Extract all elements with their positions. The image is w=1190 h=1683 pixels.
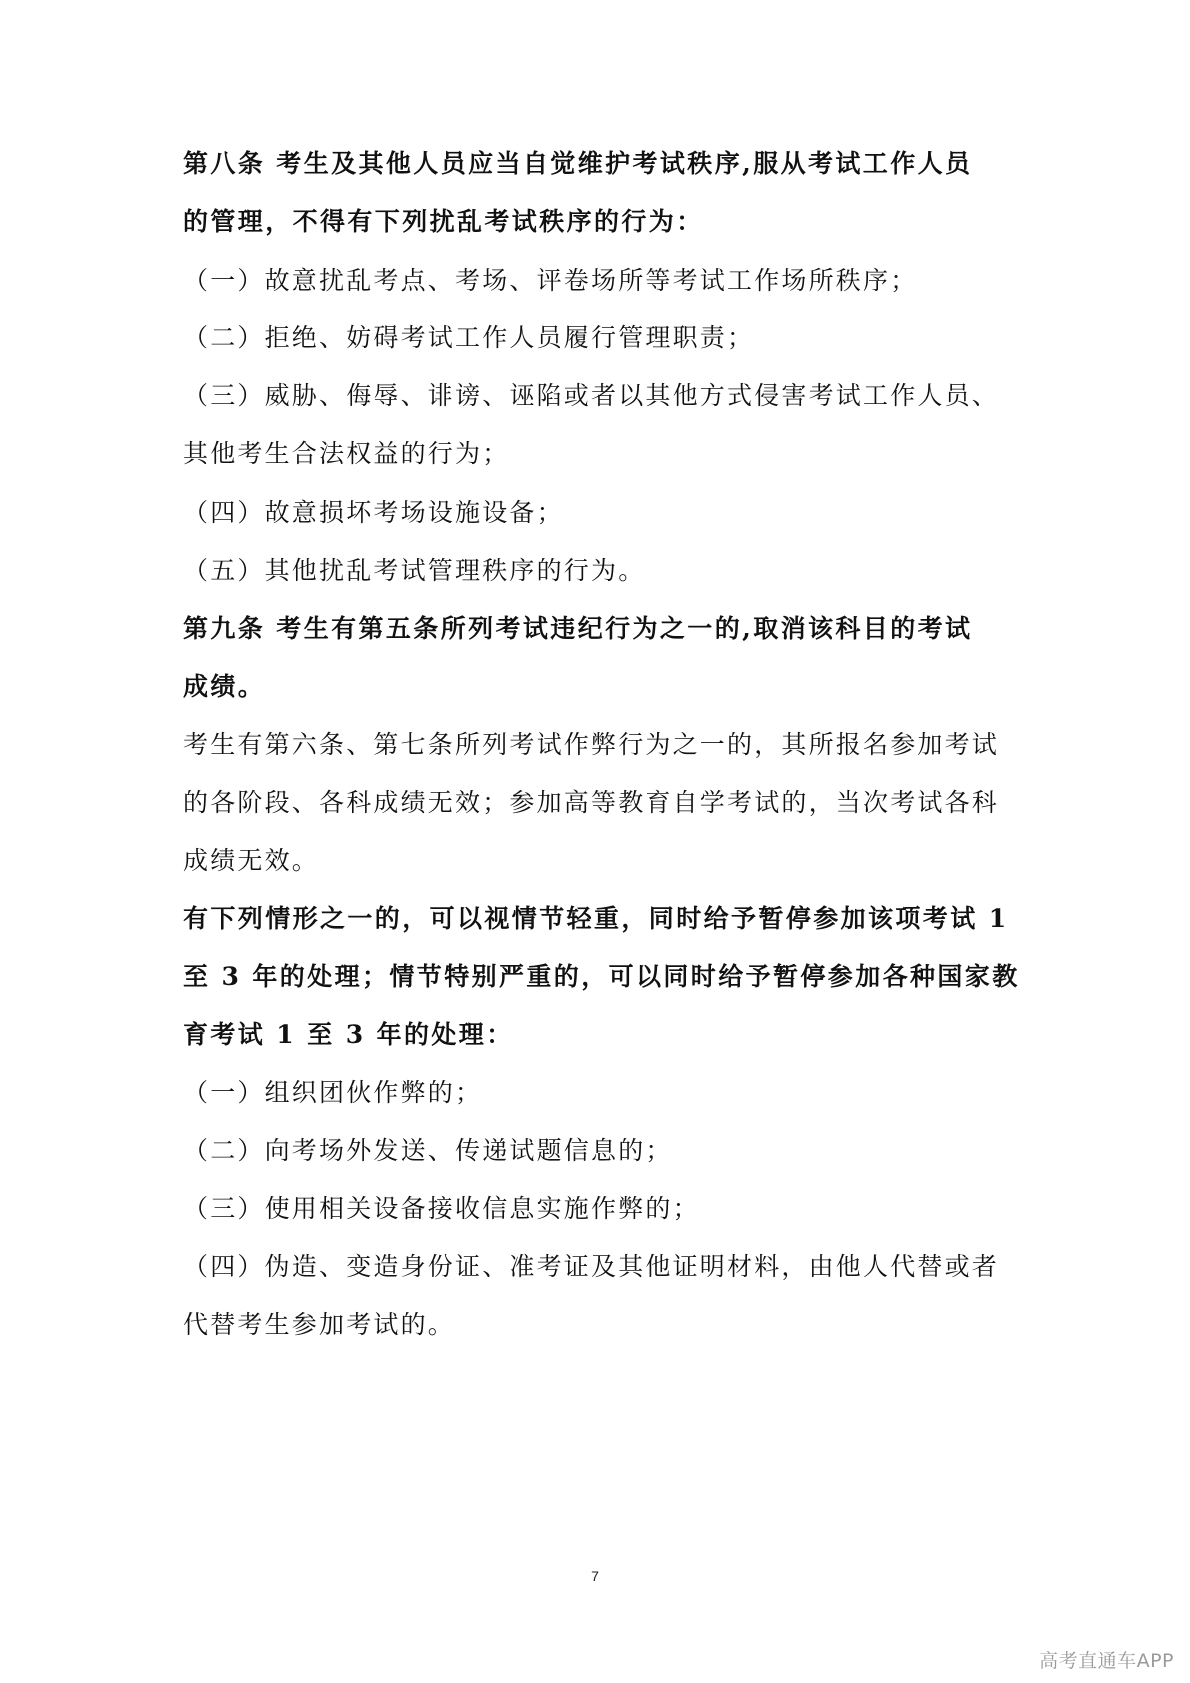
article-8-item-3-line-1: （三）威胁、侮辱、诽谤、诬陷或者以其他方式侵害考试工作人员、: [183, 381, 1000, 410]
article-9-item-4-line-1: （四）伪造、变造身份证、准考证及其他证明材料，由他人代替或者: [183, 1252, 1000, 1281]
article-9-heading-line-2: 成绩。: [183, 672, 266, 701]
article-8-item-5: （五）其他扰乱考试管理秩序的行为。: [183, 556, 646, 585]
article-8-item-4: （四）故意损坏考场设施设备；: [183, 498, 564, 527]
article-8-heading-line-2: 的管理，不得有下列扰乱考试秩序的行为：: [183, 207, 704, 236]
article-9-item-3: （三）使用相关设备接收信息实施作弊的；: [183, 1194, 700, 1223]
article-8-item-1: （一）故意扰乱考点、考场、评卷场所等考试工作场所秩序；: [183, 266, 918, 295]
article-9-paragraph-2-line-2: 的各阶段、各科成绩无效；参加高等教育自学考试的，当次考试各科: [183, 788, 1000, 817]
article-9-paragraph-3-line-3: 育考试 1 至 3 年的处理：: [183, 1020, 514, 1049]
page-number: 7: [591, 1568, 599, 1584]
article-8-item-2: （二）拒绝、妨碍考试工作人员履行管理职责；: [183, 323, 755, 352]
article-9-item-4-line-2: 代替考生参加考试的。: [183, 1310, 456, 1339]
article-9-paragraph-2-line-1: 考生有第六条、第七条所列考试作弊行为之一的，其所报名参加考试: [183, 730, 1000, 759]
article-9-paragraph-3-line-1: 有下列情形之一的，可以视情节轻重，同时给予暂停参加该项考试 1: [183, 904, 1009, 933]
article-8-item-3-line-2: 其他考生合法权益的行为；: [183, 439, 510, 468]
article-9-item-2: （二）向考场外发送、传递试题信息的；: [183, 1136, 673, 1165]
article-9-paragraph-3-line-2: 至 3 年的处理；情节特别严重的，可以同时给予暂停参加各种国家教: [183, 962, 1020, 991]
article-9-paragraph-2-line-3: 成绩无效。: [183, 846, 320, 875]
article-8-heading-line-1: 第八条 考生及其他人员应当自觉维护考试秩序,服从考试工作人员: [183, 149, 973, 178]
watermark-text: 高考直通车APP: [1039, 1650, 1174, 1672]
article-9-heading-line-1: 第九条 考生有第五条所列考试违纪行为之一的,取消该科目的考试: [183, 614, 973, 643]
article-9-item-1: （一）组织团伙作弊的；: [183, 1078, 483, 1107]
